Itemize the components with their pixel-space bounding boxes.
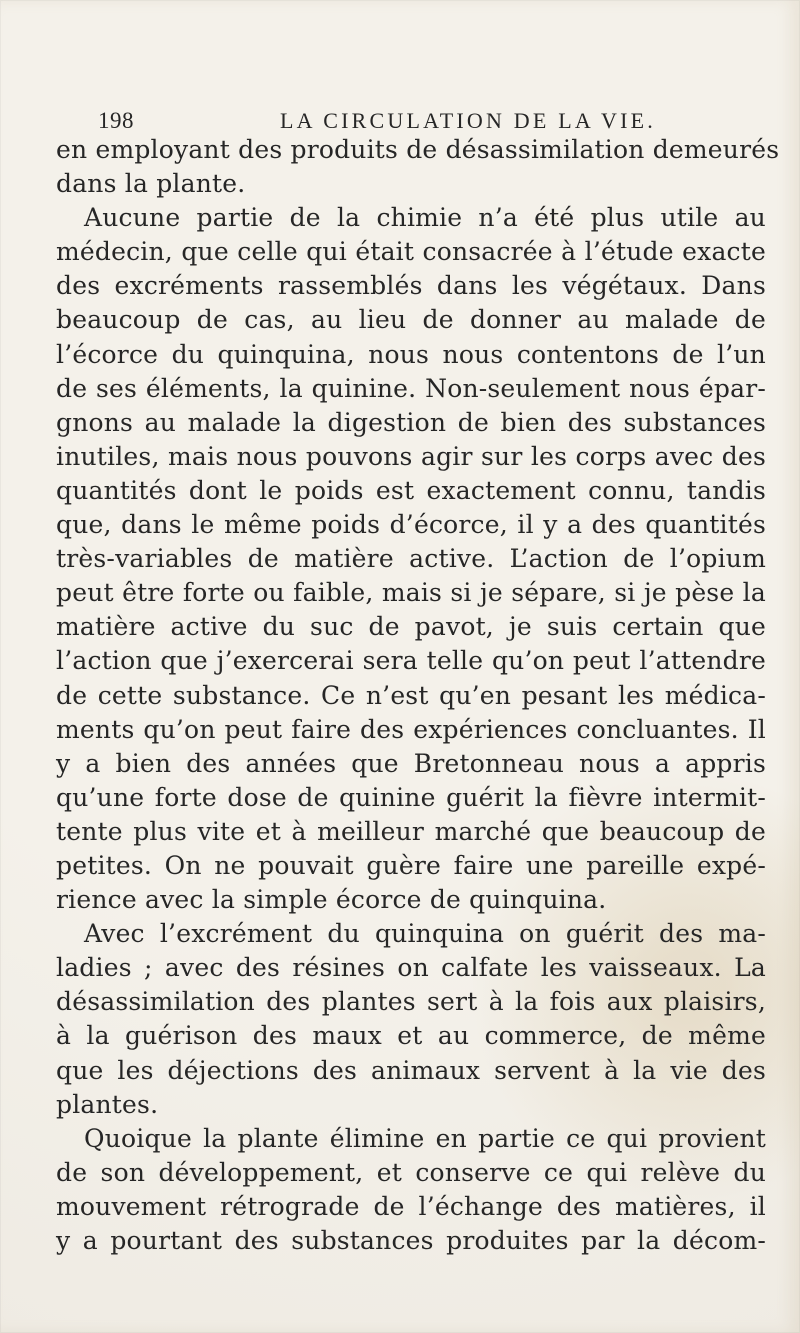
text-line: très-variables de matière active. L’action de l’opium bbox=[56, 544, 766, 574]
text-line: petites. On ne pouvait guère faire une pareille expé- bbox=[56, 850, 766, 880]
text-line: que les déjections des animaux servent à la vie des bbox=[56, 1055, 766, 1085]
running-title: LA CIRCULATION DE LA VIE. bbox=[280, 108, 656, 133]
text-line: dans la plante. bbox=[56, 169, 246, 199]
text-line: Quoique la plante élimine en partie ce qui provient bbox=[84, 1123, 766, 1153]
text-line: de cette substance. Ce n’est qu’en pesant les médica- bbox=[56, 680, 766, 710]
text-line: quantités dont le poids est exactement connu, tandis bbox=[56, 475, 766, 505]
text-line: matière active du suc de pavot, je suis certain que bbox=[56, 612, 766, 642]
text-line: inutiles, mais nous pouvons agir sur les corps avec des bbox=[56, 441, 766, 471]
text-line: l’écorce du quinquina, nous nous contentons de l’un bbox=[56, 339, 766, 369]
text-line: Avec l’excrément du quinquina on guérit des ma- bbox=[84, 919, 766, 949]
text-line: médecin, que celle qui était consacrée à l’étude exacte bbox=[56, 237, 766, 267]
text-line: mouvement rétrograde de l’échange des matières, il bbox=[56, 1191, 766, 1221]
text-line: y a bien des années que Bretonneau nous a appris bbox=[56, 748, 766, 778]
text-line: qu’une forte dose de quinine guérit la fièvre intermit- bbox=[56, 782, 766, 812]
text-line: beaucoup de cas, au lieu de donner au malade de bbox=[56, 305, 766, 335]
text-line: peut être forte ou faible, mais si je sépare, si je pèse la bbox=[56, 578, 766, 608]
text-line: ladies ; avec des résines on calfate les vaisseaux. La bbox=[56, 953, 766, 983]
text-line: rience avec la simple écorce de quinquina. bbox=[56, 885, 607, 915]
text-line: gnons au malade la digestion de bien des substances bbox=[56, 407, 766, 437]
body-text bbox=[56, 133, 780, 1258]
text-line: que, dans le même poids d’écorce, il y a des quantités bbox=[56, 510, 766, 540]
text-line: en employant des produits de désassimilation demeurés bbox=[56, 135, 780, 164]
text-line: plantes. bbox=[56, 1089, 159, 1119]
text-line: l’action que j’exercerai sera telle qu’on peut l’attendre bbox=[56, 646, 766, 676]
text-line: ments qu’on peut faire des expériences concluantes. Il bbox=[56, 714, 766, 744]
text-line: tente plus vite et à meilleur marché que beaucoup de bbox=[56, 816, 766, 846]
text-line: désassimilation des plantes sert à la fois aux plaisirs, bbox=[56, 987, 766, 1017]
page-number: 198 bbox=[98, 108, 134, 133]
text-line: y a pourtant des substances produites par la décom- bbox=[56, 1226, 766, 1255]
text-line: de ses éléments, la quinine. Non-seulement nous épar- bbox=[56, 373, 766, 403]
text-line: de son développement, et conserve ce qui relève du bbox=[56, 1157, 766, 1187]
text-line: des excréments rassemblés dans les végétaux. Dans bbox=[56, 271, 766, 301]
text-line: Aucune partie de la chimie n’a été plus utile au bbox=[84, 203, 766, 233]
text-line: à la guérison des maux et au commerce, de même bbox=[56, 1021, 766, 1051]
